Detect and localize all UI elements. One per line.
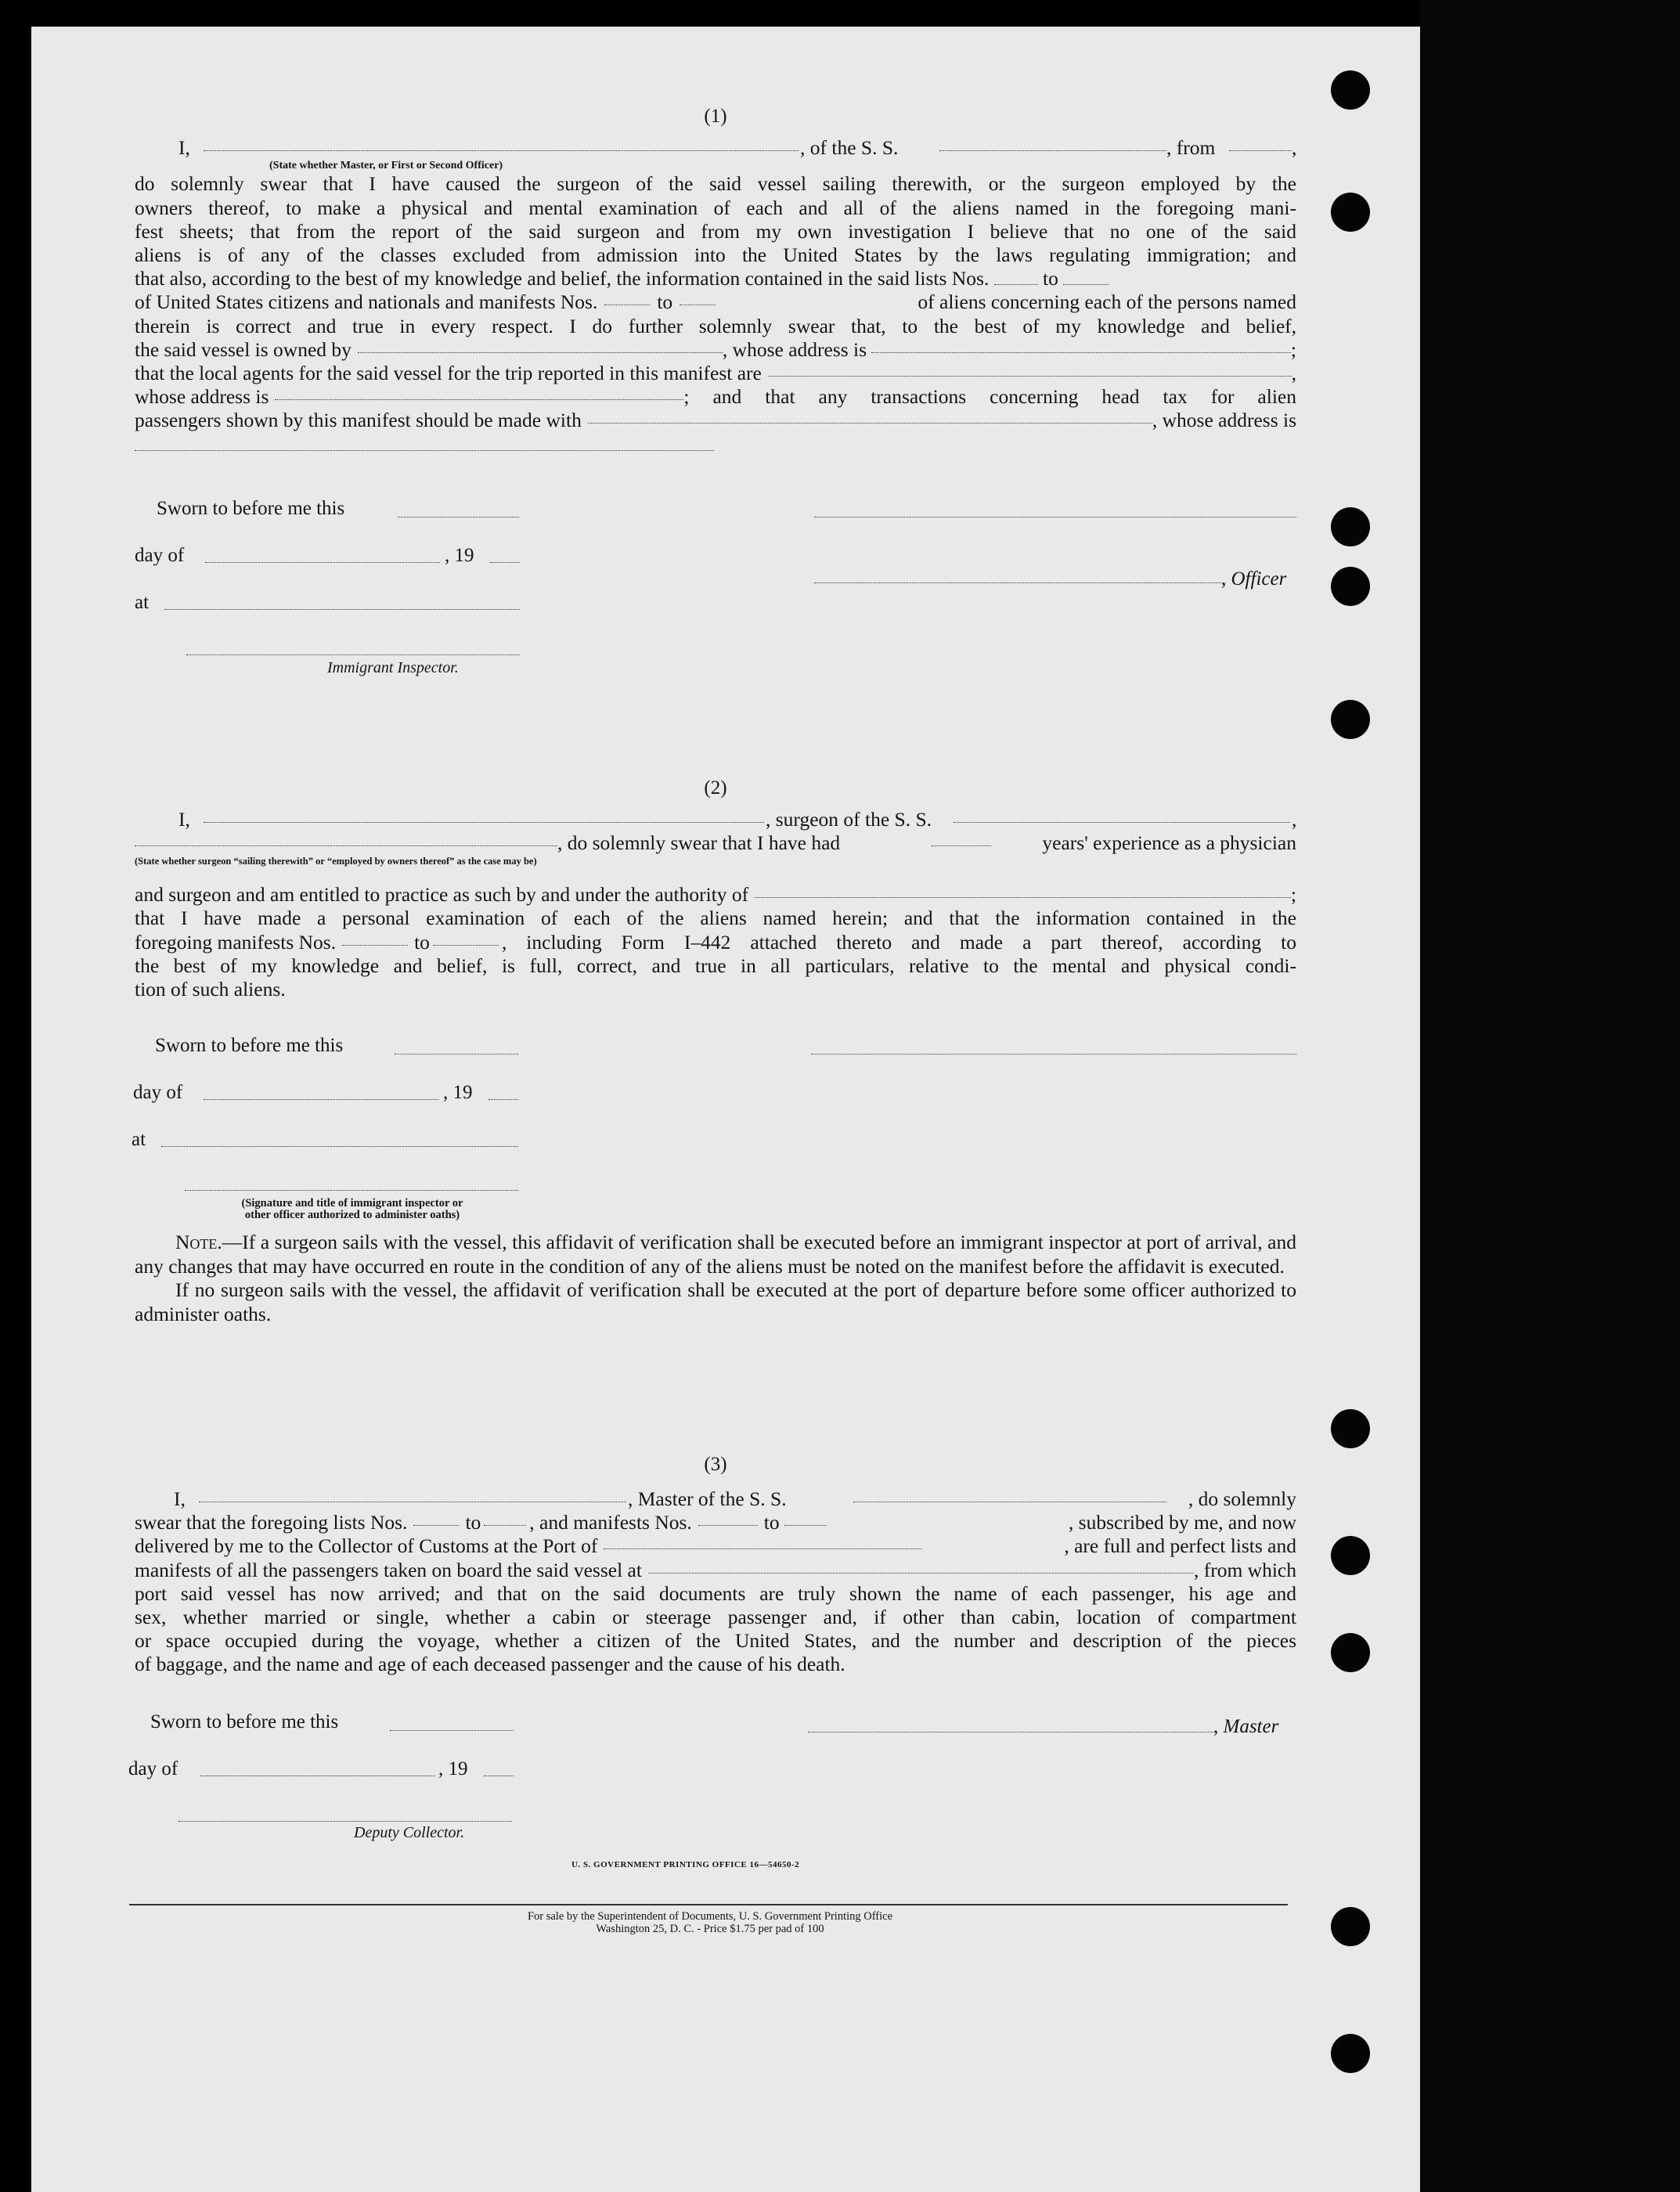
body-text: do solemnly swear that I have caused the surgeon of the said vessel sailing therewith, or the surgeon employed by the [135, 172, 1296, 196]
officer-signature-field[interactable] [185, 1190, 518, 1191]
affidavit-section-2: (2) I, , surgeon of the S. S. , , do solemnly swear that I have had years' experience as a physician (State whether surgeon “sailing therewith” or “employed by owners thereof” as the case may be) and surgeon and am entitled to practice as such by and under the authority of ; that I have made a personal examination of each of the aliens named herein; and that the information contained in the foregoing manifests Nos. to , including Form I–442 attached thereto and made a part thereof, according to the best of my knowledge and belief, is full, correct, and true in all particulars, relative to the mental and physical condi- tion of such aliens. [135, 777, 1297, 1001]
body-text: foregoing manifests Nos. to , including Form I–442 attached thereto and made a part thereof, according to [135, 930, 1296, 954]
body-text: that the local agents for the said vessel for the trip reported in this manifest are , [135, 362, 1296, 385]
surgeon-status-field[interactable] [135, 831, 557, 846]
body-text: owners thereof, to make a physical and mental examination of each and all of the aliens named in the foregoing mani- [135, 196, 1296, 219]
officer-caption: , Officer [1221, 568, 1287, 589]
master-name-field[interactable] [199, 1487, 626, 1502]
section-number: (1) [704, 106, 727, 127]
month-field[interactable] [205, 562, 440, 563]
officer-rank-field[interactable] [204, 136, 799, 151]
section1-opening-line: I, , of the S. S. , from , [178, 136, 1297, 160]
manifests-from-field[interactable] [342, 931, 408, 946]
body-text: of United States citizens and nationals and manifests Nos. to of aliens concerning each of the persons named [135, 290, 1296, 314]
owner-address-field[interactable] [871, 338, 1291, 353]
year-field[interactable] [490, 562, 520, 563]
body-text: and surgeon and am entitled to practice as such by and under the authority of ; [135, 883, 1296, 907]
scan-border [1420, 0, 1680, 2192]
year-prefix: , 19 [438, 1758, 468, 1779]
lists-to-field[interactable] [484, 1511, 526, 1526]
lists-from-field[interactable] [413, 1511, 459, 1526]
place-field[interactable] [161, 1146, 518, 1147]
inspector-signature-field[interactable] [186, 654, 520, 655]
field-caption: (State whether surgeon “sailing therewith” or “employed by owners thereof” as the case may be) [135, 856, 537, 867]
body-text: passengers shown by this manifest should be made with , whose address is [135, 409, 1296, 432]
sworn-text: Sworn to before me this [150, 1711, 339, 1732]
master-caption: , Master [1213, 1716, 1279, 1737]
lists-from-field[interactable] [994, 270, 1038, 285]
month-field[interactable] [204, 1099, 438, 1100]
body-text: delivered by me to the Collector of Customs at the Port of , are full and perfect lists and [135, 1534, 1296, 1558]
punch-hole [1331, 1536, 1370, 1575]
punch-hole [1331, 567, 1370, 606]
field-caption: (State whether Master, or First or Second Officer) [269, 160, 503, 172]
note-label: Note. [175, 1231, 222, 1253]
body-text: or space occupied during the voyage, whether a citizen of the United States, and the number and description of the pieces [135, 1629, 1296, 1653]
port-from-field[interactable] [1229, 136, 1292, 151]
body-text: that I have made a personal examination of each of the aliens named herein; and that the information contained in the [135, 907, 1296, 930]
day-of-text: day of [133, 1082, 183, 1103]
body-text: the said vessel is owned by , whose address is ; [135, 337, 1296, 361]
officer-signature-line-2[interactable] [814, 582, 1226, 583]
year-field[interactable] [488, 1099, 518, 1100]
punch-hole [1331, 193, 1370, 232]
body-text: aliens is of any of the classes excluded from admission into the United States by the laws regulating immigration; and [135, 243, 1296, 267]
surgeon-name-field[interactable] [204, 808, 764, 823]
manifests-to-field[interactable] [680, 290, 716, 305]
year-prefix: , 19 [445, 545, 474, 566]
body-text: of baggage, and the name and age of each deceased passenger and the cause of his death. [135, 1653, 845, 1676]
authority-field[interactable] [755, 883, 1291, 898]
punch-hole [1331, 70, 1370, 110]
punch-hole [1331, 1633, 1370, 1672]
sworn-text: Sworn to before me this [155, 1035, 344, 1056]
manifests-from-field[interactable] [604, 290, 650, 305]
deputy-signature-field[interactable] [178, 1821, 512, 1822]
vessel-name-field[interactable] [939, 136, 1166, 151]
body-text: whose address is ; and that any transactions concerning head tax for alien [135, 385, 1296, 409]
owner-field[interactable] [358, 338, 723, 353]
body-text: port said vessel has now arrived; and that on the said documents are truly shown the name of each passenger, his age and [135, 1581, 1296, 1605]
footer-line: For sale by the Superintendent of Documents, U. S. Government Printing Office [527, 1910, 893, 1923]
years-experience-field[interactable] [932, 831, 991, 846]
at-text: at [135, 592, 150, 613]
note-block [135, 1231, 1296, 1326]
body-text: sex, whether married or single, whether a cabin or steerage passenger and, if other than cabin, location of compartment [135, 1606, 1296, 1629]
deputy-caption: Deputy Collector. [354, 1824, 465, 1841]
local-agents-field[interactable] [768, 362, 1292, 377]
punch-hole [1331, 507, 1370, 546]
inspector-caption: Immigrant Inspector. [327, 659, 459, 676]
port-field[interactable] [604, 1534, 921, 1549]
surgeon-signature-field[interactable] [811, 1054, 1296, 1055]
body-text: therein is correct and true in every respect. I do further solemnly swear that, to the best of my knowledge and belief, [135, 314, 1296, 337]
place-field[interactable] [164, 609, 520, 610]
note-text: If no surgeon sails with the vessel, the affidavit of verification shall be executed at the port of departure before some officer authorized to administer oaths. [135, 1278, 1296, 1325]
day-of-text: day of [128, 1758, 178, 1779]
body-text: that also, according to the best of my knowledge and belief, the information contained in the said lists Nos. to [135, 267, 1296, 290]
punch-hole [1331, 700, 1370, 739]
footer [0, 1910, 1420, 1935]
agents-address-field[interactable] [275, 385, 683, 400]
section-number: (2) [704, 777, 727, 799]
signature-caption: (Signature and title of immigrant inspector or other officer authorized to administer oaths) [241, 1197, 463, 1221]
body-text: swear that the foregoing lists Nos. to , and manifests Nos. to , subscribed by me, and now [135, 1511, 1296, 1534]
lists-to-field[interactable] [1063, 270, 1109, 285]
vessel-name-field[interactable] [853, 1487, 1166, 1502]
section-number: (3) [704, 1454, 727, 1475]
footer-line: Washington 25, D. C. - Price $1.75 per pad of 100 [596, 1923, 824, 1935]
at-text: at [132, 1129, 146, 1150]
sworn-date-field[interactable] [395, 1054, 518, 1055]
note-text: —If a surgeon sails with the vessel, this affidavit of verification shall be executed before an immigrant inspector at port of arrival, and any changes that may have occurred en route in the condition of any of the aliens must be noted on the manifest before the affidavit is executed. [135, 1231, 1296, 1278]
body-text: fest sheets; that from the report of the said surgeon and from my own investigation I believe that no one of the said [135, 219, 1296, 243]
day-of-text: day of [135, 545, 185, 566]
manifests-from-field[interactable] [698, 1511, 758, 1526]
affidavit-section-1 [135, 105, 1296, 456]
head-tax-address-field[interactable] [135, 436, 714, 451]
manifests-to-field[interactable] [784, 1511, 827, 1526]
manifests-to-field[interactable] [433, 931, 499, 946]
punch-hole [1331, 2034, 1370, 2073]
affidavit-section-3: (3) I, , Master of the S. S. , do solemnly swear that the foregoing lists Nos. to , and manifests Nos. to , subscribed by me, and now delivered by me to the Collector of Customs at the Port of , are full and perfect lists and manifests of all the passengers taken on board the said vessel at , from which port said vessel has now arrived; and that on the said documents are truly shown the name of each passenger, his age and sex, whether married or single, whether a cabin or steerage passenger and, if other than cabin, location of compartment or space occupied during the voyage, whether a citizen of the United States, and the number and description of the pieces of baggage, and the name and age of each deceased passenger and the cause of his death. [135, 1454, 1296, 1676]
body-text: tion of such aliens. [135, 978, 286, 1001]
printing-office-imprint: U. S. GOVERNMENT PRINTING OFFICE 16—54650-2 [571, 1860, 800, 1869]
embarkation-port-field[interactable] [648, 1559, 1194, 1574]
body-text: manifests of all the passengers taken on board the said vessel at , from which [135, 1558, 1296, 1581]
body-text: the best of my knowledge and belief, is full, correct, and true in all particulars, relative to the mental and physical condi- [135, 954, 1296, 977]
vessel-name-field[interactable] [954, 808, 1290, 823]
head-tax-party-field[interactable] [588, 409, 1152, 424]
sworn-date-field[interactable] [390, 1730, 514, 1731]
footer-rule [129, 1904, 1288, 1905]
punch-hole [1331, 1409, 1370, 1448]
year-prefix: , 19 [443, 1082, 473, 1103]
sworn-text: Sworn to before me this [157, 498, 345, 519]
